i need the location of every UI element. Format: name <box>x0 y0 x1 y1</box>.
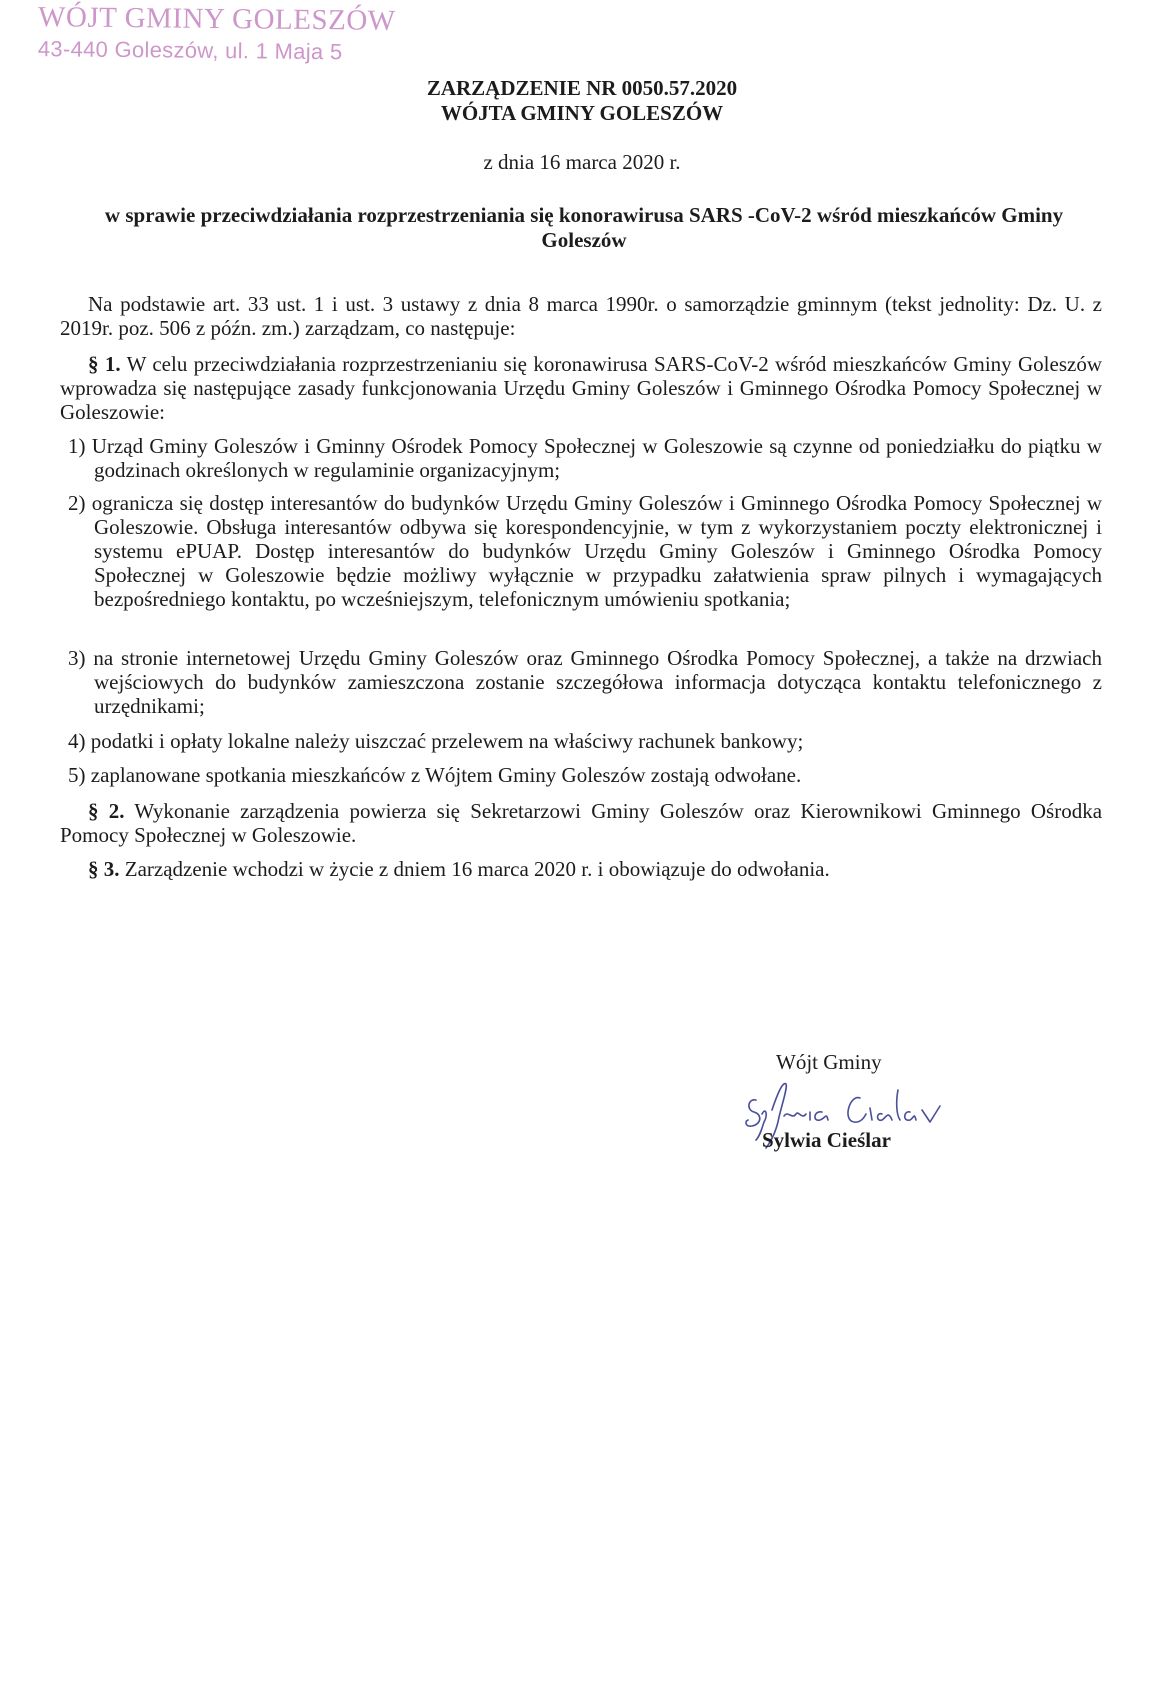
section-2-mark: § 2. <box>88 799 125 823</box>
official-stamp <box>38 0 396 66</box>
section-1-mark: § 1. <box>88 352 121 376</box>
stamp-address: 43-440 Goleszów, ul. 1 Maja 5 <box>37 36 343 65</box>
section-3 <box>60 857 1102 881</box>
document-title: ZARZĄDZENIE NR 0050.57.2020 <box>426 76 738 100</box>
preamble: Na podstawie art. 33 ust. 1 i ust. 3 ustawy z dnia 8 marca 1990r. o samorządzie gminnym (tekst jednolity: Dz. U. z 2019r. poz. 506 z późn. zm.) zarządzam, co następuje: <box>60 292 1102 340</box>
signatory-name: Sylwia Cieślar <box>762 1128 891 1152</box>
document-date: z dnia 16 marca 2020 r. <box>483 150 681 174</box>
section-3-mark: § 3. <box>88 857 120 881</box>
list-item: 4) podatki i opłaty lokalne należy uiszczać przelewem na właściwy rachunek bankowy; <box>68 729 804 753</box>
section-2 <box>60 799 1102 847</box>
list-item: 5) zaplanowane spotkania mieszkańców z Wójtem Gminy Goleszów zostają odwołane. <box>68 763 802 787</box>
section-1-text: W celu przeciwdziałania rozprzestrzenianiu się koronawirusa SARS-CoV-2 wśród mieszkańców Gminy Goleszów wprowadza się następujące zasady funkcjonowania Urzędu Gminy Goleszów i Gminnego Ośrodka Pomocy Społecznej w Goleszowie: <box>60 352 1102 424</box>
section-3-text: Zarządzenie wchodzi w życie z dniem 16 marca 2020 r. i obowiązuje do odwołania. <box>124 857 830 881</box>
section-1 <box>60 352 1102 424</box>
signature-title: Wójt Gminy <box>776 1050 882 1074</box>
section-2-text: Wykonanie zarządzenia powierza się Sekretarzowi Gminy Goleszów oraz Kierownikowi Gminnego Ośrodka Pomocy Społecznej w Goleszowie. <box>60 799 1103 847</box>
list-item: 2) ogranicza się dostęp interesantów do budynków Urzędu Gminy Goleszów i Gminnego Ośrodka Pomocy Społecznej w Goleszowie. Obsługa interesantów odbywa się korespondencyjnie, w tym z wykorzystaniem poczty elektronicznej i systemu ePUAP. Dostęp interesantów do budynków Urzędu Gminy Goleszów i Gminnego Ośrodka Pomocy Społecznej w Goleszowie będzie możliwy wyłącznie w przypadku załatwienia spraw pilnych i wymagających bezpośredniego kontaktu, po wcześniejszym, telefonicznym umówieniu spotkania; <box>68 491 1102 611</box>
list-item: 1) Urząd Gminy Goleszów i Gminny Ośrodek Pomocy Społecznej w Goleszowie są czynne od poniedziałku do piątku w godzinach określonych w regulaminie organizacyjnym; <box>68 434 1102 482</box>
stamp-title: WÓJT GMINY GOLESZÓW <box>37 1 396 37</box>
document-issuer: WÓJTA GMINY GOLESZÓW <box>440 101 724 125</box>
document-subject: w sprawie przeciwdziałania rozprzestrzeniania się konorawirusa SARS -CoV-2 wśród mieszkańców Gminy Goleszów <box>104 203 1064 252</box>
list-item: 3) na stronie internetowej Urzędu Gminy Goleszów oraz Gminnego Ośrodka Pomocy Społecznej, a także na drzwiach wejściowych do budynków zamieszczona zostanie szczegółowa informacja dotycząca kontaktu telefonicznego z urzędnikami; <box>68 646 1102 718</box>
